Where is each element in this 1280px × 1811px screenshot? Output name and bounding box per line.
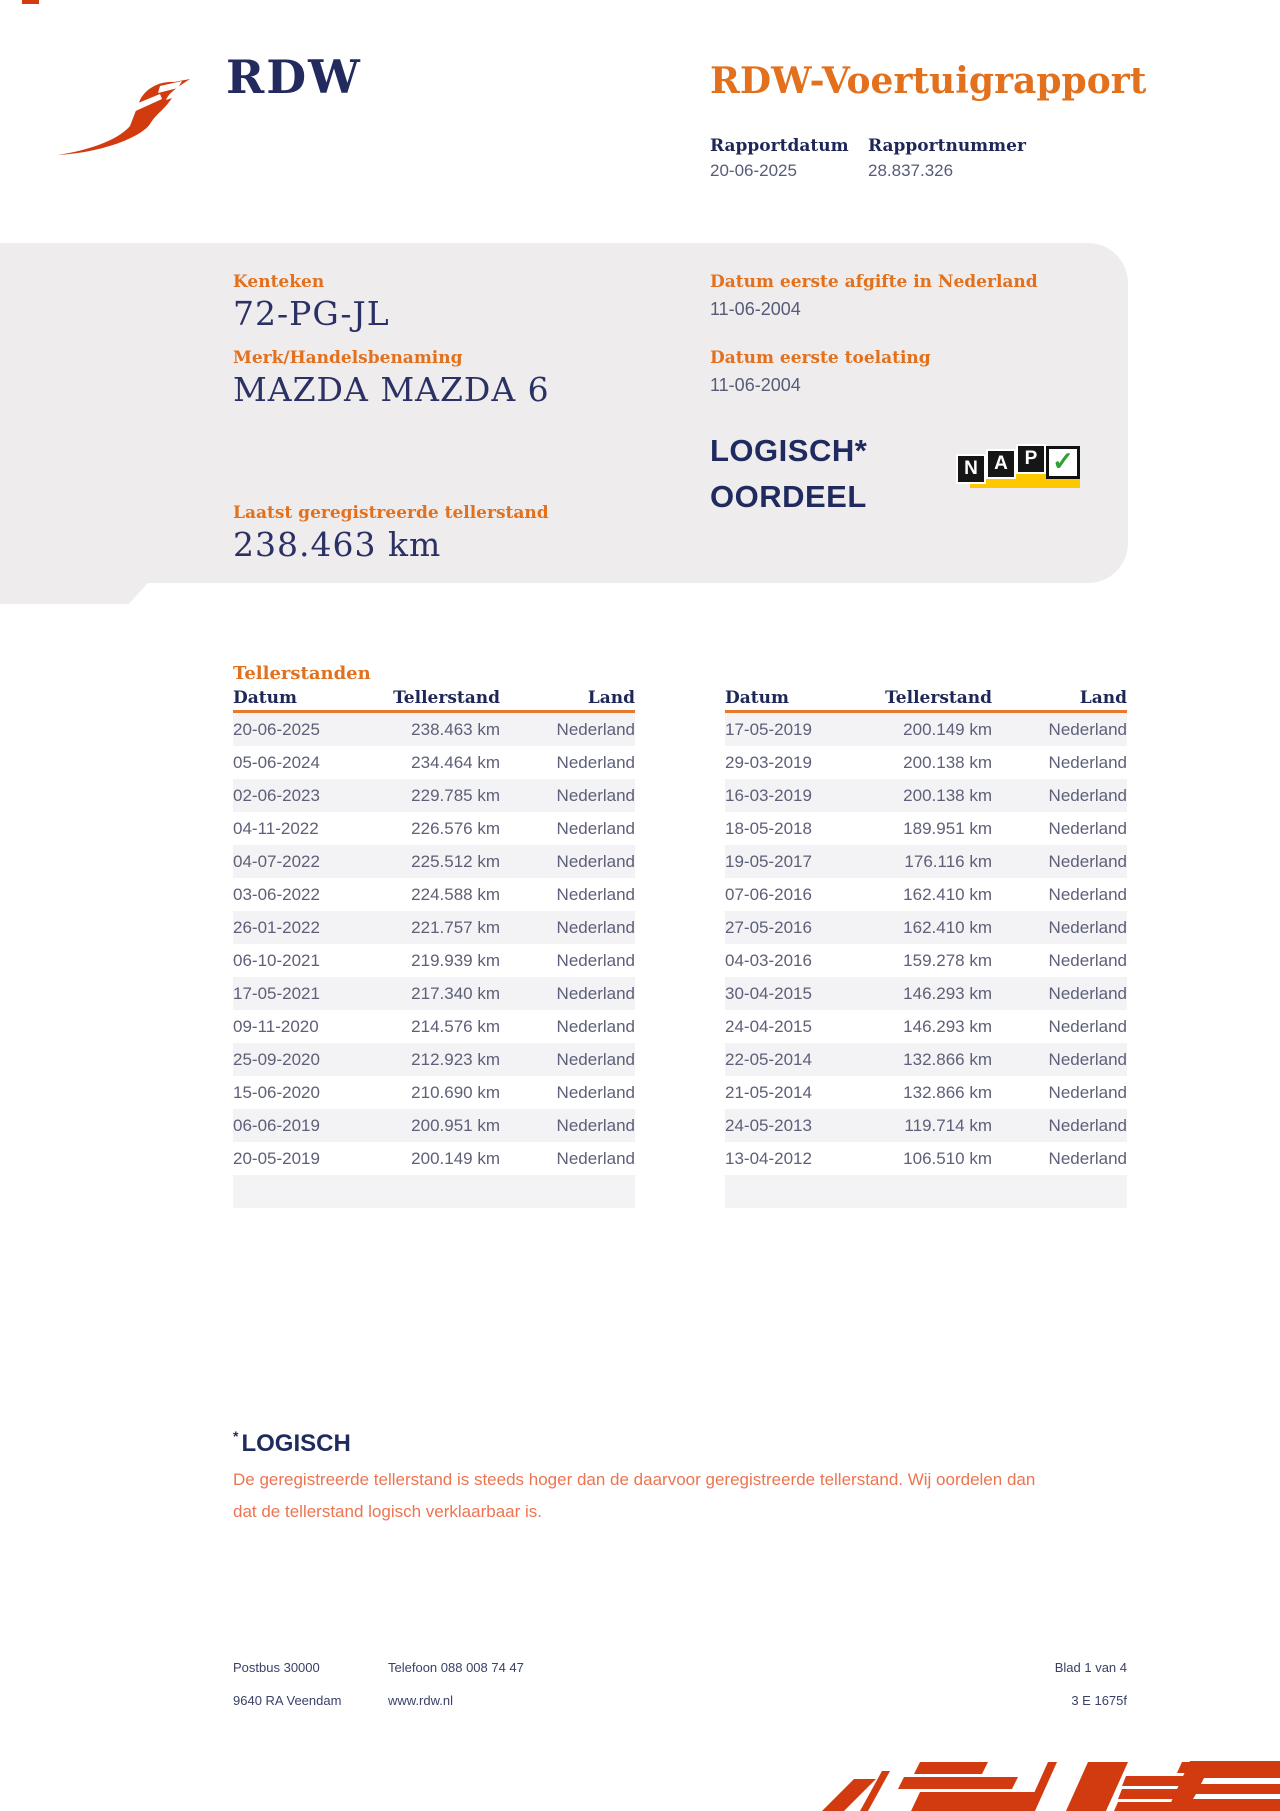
- table-row: [725, 1043, 1127, 1076]
- table-cell: 159.278 km: [903, 951, 992, 970]
- table-cell: Nederland: [556, 984, 635, 1003]
- table-row: [725, 1109, 1127, 1142]
- table-cell: 20-06-2025: [233, 720, 320, 739]
- table-cell: 02-06-2023: [233, 786, 320, 805]
- table-row: [233, 977, 635, 1010]
- table-cell: 214.576 km: [411, 1017, 500, 1036]
- footer-address-line1: Postbus 30000: [233, 1660, 320, 1675]
- afgifte-value: 11-06-2004: [710, 299, 801, 319]
- footnote-asterisk: *: [233, 1428, 239, 1444]
- page-indicator: Blad 1 van 4: [1054, 1660, 1127, 1675]
- footer-address-line2: 9640 RA Veendam: [233, 1693, 342, 1708]
- table-cell: 224.588 km: [411, 885, 500, 904]
- merk-label: Merk/Handelsbenaming: [233, 348, 463, 368]
- toelating-label: Datum eerste toelating: [710, 348, 931, 368]
- summary-panel-tab: [0, 583, 148, 604]
- column-header-datum: Datum: [725, 688, 789, 708]
- table-cell: Nederland: [556, 786, 635, 805]
- table-row: [725, 713, 1127, 746]
- tellerstanden-table-right: [725, 688, 1127, 1208]
- tellerstand-value: 238.463 km: [233, 525, 442, 564]
- table-body: [725, 713, 1127, 1208]
- table-cell: 24-04-2015: [725, 1017, 812, 1036]
- summary-panel: [0, 243, 1128, 583]
- table-cell: 210.690 km: [411, 1083, 500, 1102]
- table-cell: 19-05-2017: [725, 852, 812, 871]
- table-row: [725, 845, 1127, 878]
- table-cell: 06-06-2019: [233, 1116, 320, 1135]
- table-row: [233, 713, 635, 746]
- table-body: [233, 713, 635, 1208]
- table-row: [233, 746, 635, 779]
- table-cell: Nederland: [1048, 1149, 1127, 1168]
- table-cell: Nederland: [556, 852, 635, 871]
- table-cell: 17-05-2019: [725, 720, 812, 739]
- table-row: [233, 1076, 635, 1109]
- table-cell: 29-03-2019: [725, 753, 812, 772]
- table-cell: 24-05-2013: [725, 1116, 812, 1135]
- footnote-line2: dat de tellerstand logisch verklaarbaar is.: [233, 1502, 542, 1521]
- table-cell: Nederland: [556, 1017, 635, 1036]
- table-cell: 176.116 km: [904, 852, 992, 871]
- table-row: [725, 1142, 1127, 1175]
- top-edge-dash: [22, 0, 39, 4]
- table-cell: 16-03-2019: [725, 786, 812, 805]
- table-cell: Nederland: [1048, 951, 1127, 970]
- table-cell: Nederland: [1048, 1050, 1127, 1069]
- table-cell: 226.576 km: [411, 819, 500, 838]
- table-cell: Nederland: [1048, 819, 1127, 838]
- table-cell: 146.293 km: [903, 1017, 992, 1036]
- table-cell: 25-09-2020: [233, 1050, 320, 1069]
- table-row: [233, 812, 635, 845]
- merk-value: MAZDA MAZDA 6: [233, 370, 550, 409]
- table-cell: 132.866 km: [903, 1050, 992, 1069]
- table-row-empty: [725, 1175, 1127, 1208]
- table-row: [233, 779, 635, 812]
- table-cell: 200.138 km: [903, 786, 992, 805]
- table-cell: 212.923 km: [411, 1050, 500, 1069]
- table-cell: Nederland: [1048, 753, 1127, 772]
- rdw-wordmark: RDW: [226, 50, 362, 104]
- afgifte-label: Datum eerste afgifte in Nederland: [710, 272, 1038, 292]
- table-cell: Nederland: [1048, 885, 1127, 904]
- table-cell: 30-04-2015: [725, 984, 812, 1003]
- table-cell: 200.138 km: [903, 753, 992, 772]
- footnote-heading-text: LOGISCH: [241, 1430, 351, 1457]
- table-cell: Nederland: [556, 753, 635, 772]
- table-cell: 04-03-2016: [725, 951, 812, 970]
- oordeel-heading: [710, 428, 867, 520]
- table-cell: 04-11-2022: [233, 819, 319, 838]
- table-cell: 238.463 km: [411, 720, 500, 739]
- table-cell: 200.951 km: [411, 1116, 500, 1135]
- table-cell: Nederland: [1048, 786, 1127, 805]
- table-header: [725, 688, 1127, 713]
- table-cell: 20-05-2019: [233, 1149, 320, 1168]
- table-cell: 15-06-2020: [233, 1083, 320, 1102]
- table-cell: 03-06-2022: [233, 885, 320, 904]
- table-cell: 162.410 km: [903, 918, 992, 937]
- table-row: [725, 944, 1127, 977]
- nap-letter-box: P: [1016, 444, 1046, 474]
- oordeel-line1: LOGISCH*: [710, 433, 868, 468]
- column-header-land: Land: [1079, 688, 1127, 708]
- table-row: [233, 944, 635, 977]
- table-cell: 04-07-2022: [233, 852, 320, 871]
- table-row: [233, 845, 635, 878]
- rdw-flame-logo: [56, 66, 206, 158]
- table-cell: 22-05-2014: [725, 1050, 812, 1069]
- table-cell: 229.785 km: [411, 786, 500, 805]
- table-cell: 09-11-2020: [233, 1017, 319, 1036]
- table-cell: 106.510 km: [903, 1149, 992, 1168]
- kenteken-value: 72-PG-JL: [233, 294, 390, 333]
- table-row: [725, 878, 1127, 911]
- table-cell: 132.866 km: [903, 1083, 992, 1102]
- footnote-heading: [233, 1428, 351, 1458]
- oordeel-line2: OORDEEL: [710, 479, 867, 514]
- table-row: [725, 1010, 1127, 1043]
- table-cell: 18-05-2018: [725, 819, 812, 838]
- table-row: [725, 779, 1127, 812]
- column-header-datum: Datum: [233, 688, 297, 708]
- table-row: [725, 812, 1127, 845]
- report-title: RDW-Voertuigrapport: [710, 60, 1147, 102]
- table-cell: 21-05-2014: [725, 1083, 812, 1102]
- table-cell: 219.939 km: [411, 951, 500, 970]
- table-row: [233, 1109, 635, 1142]
- table-header: [233, 688, 635, 713]
- table-cell: 26-01-2022: [233, 918, 320, 937]
- table-row: [233, 1043, 635, 1076]
- table-cell: 200.149 km: [411, 1149, 500, 1168]
- table-cell: Nederland: [1048, 852, 1127, 871]
- table-cell: 189.951 km: [903, 819, 992, 838]
- table-cell: Nederland: [556, 720, 635, 739]
- table-cell: Nederland: [556, 1083, 635, 1102]
- report-number-value: 28.837.326: [868, 161, 954, 180]
- nap-letter-box: A: [986, 449, 1016, 479]
- table-cell: Nederland: [1048, 918, 1127, 937]
- tellerstanden-table-left: [233, 688, 635, 1208]
- table-cell: 234.464 km: [411, 753, 500, 772]
- table-cell: Nederland: [556, 918, 635, 937]
- table-cell: Nederland: [1048, 1116, 1127, 1135]
- table-cell: 225.512 km: [411, 852, 500, 871]
- nap-letter-box: N: [956, 454, 986, 484]
- check-icon: ✓: [1046, 446, 1080, 479]
- table-cell: 07-06-2016: [725, 885, 812, 904]
- table-cell: Nederland: [556, 885, 635, 904]
- table-row: [725, 977, 1127, 1010]
- report-number-label: Rapportnummer: [868, 136, 1026, 156]
- table-cell: Nederland: [1048, 720, 1127, 739]
- table-row: [233, 911, 635, 944]
- column-header-land: Land: [587, 688, 635, 708]
- table-cell: 05-06-2024: [233, 753, 320, 772]
- footer-website: www.rdw.nl: [388, 1693, 454, 1708]
- table-cell: 162.410 km: [903, 885, 992, 904]
- kenteken-label: Kenteken: [233, 272, 325, 292]
- table-cell: Nederland: [556, 1116, 635, 1135]
- table-cell: 119.714 km: [904, 1116, 992, 1135]
- table-cell: 06-10-2021: [233, 951, 320, 970]
- tellerstand-label: Laatst geregistreerde tellerstand: [233, 503, 549, 523]
- footnote-line1: De geregistreerde tellerstand is steeds hoger dan de daarvoor geregistreerde tellerstand. Wij oordelen dan: [233, 1470, 1036, 1489]
- nap-logo: [956, 440, 1080, 490]
- table-row: [725, 911, 1127, 944]
- footnote-text: [233, 1464, 1153, 1528]
- table-row: [233, 878, 635, 911]
- tables-title: Tellerstanden: [233, 663, 371, 684]
- table-cell: Nederland: [1048, 984, 1127, 1003]
- column-header-tellerstand: Tellerstand: [393, 688, 500, 708]
- table-cell: Nederland: [556, 1149, 635, 1168]
- table-row: [725, 1076, 1127, 1109]
- table-cell: 200.149 km: [903, 720, 992, 739]
- table-cell: 17-05-2021: [233, 984, 320, 1003]
- table-cell: Nederland: [1048, 1017, 1127, 1036]
- table-cell: 27-05-2016: [725, 918, 812, 937]
- footer-phone: Telefoon 088 008 74 47: [388, 1660, 524, 1675]
- table-cell: Nederland: [556, 819, 635, 838]
- table-cell: Nederland: [556, 951, 635, 970]
- table-row: [725, 746, 1127, 779]
- column-header-tellerstand: Tellerstand: [885, 688, 992, 708]
- table-cell: 221.757 km: [411, 918, 500, 937]
- table-cell: Nederland: [1048, 1083, 1127, 1102]
- form-code: 3 E 1675f: [1071, 1693, 1127, 1708]
- table-row-empty: [233, 1175, 635, 1208]
- toelating-value: 11-06-2004: [710, 375, 801, 395]
- table-cell: 217.340 km: [411, 984, 500, 1003]
- bottom-stripes-decoration: [820, 1731, 1280, 1811]
- table-row: [233, 1142, 635, 1175]
- table-row: [233, 1010, 635, 1043]
- table-cell: Nederland: [556, 1050, 635, 1069]
- table-cell: 13-04-2012: [725, 1149, 812, 1168]
- report-date-label: Rapportdatum: [710, 136, 849, 156]
- report-date-value: 20-06-2025: [710, 161, 797, 180]
- table-cell: 146.293 km: [903, 984, 992, 1003]
